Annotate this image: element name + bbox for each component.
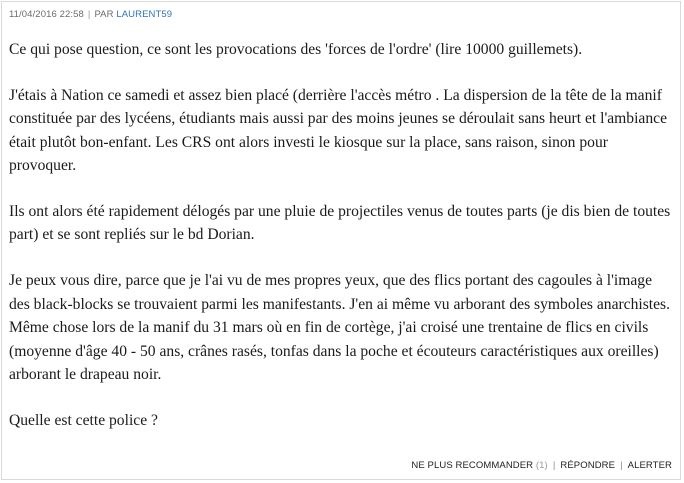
action-separator: | bbox=[552, 460, 556, 471]
comment-meta bbox=[9, 9, 172, 20]
comment-date: 11/04/2016 22:58 bbox=[9, 9, 84, 20]
comment-actions bbox=[411, 460, 672, 471]
comment-body bbox=[9, 38, 673, 432]
by-label: PAR bbox=[94, 9, 114, 20]
comment-paragraph: Je peux vous dire, parce que je l'ai vu de mes propres yeux, que des flics portant des cagoules à l'image des black-blocks se trouvaient parmi les manifestants. J'en ai même vu arborant des symboles anarchistes. Même chose lors de la manif du 31 mars où en fin de cortège, j'ai croisé une trentaine de flics en civils (moyenne d'âge 40 - 50 ans, crânes rasés, tonfas dans la poche et écouteurs caractéristiques aux oreilles) arborant le drapeau noir. bbox=[9, 272, 671, 383]
comment-paragraph: Ils ont alors été rapidement délogés par une pluie de projectiles venus de toutes parts (je dis bien de toutes part) et se sont repliés sur le bd Dorian. bbox=[9, 203, 671, 244]
recommend-count: (1) bbox=[535, 460, 548, 471]
comment-paragraph: Quelle est cette police ? bbox=[9, 411, 158, 429]
comment-card bbox=[1, 1, 681, 480]
meta-separator: | bbox=[87, 9, 91, 20]
author-link[interactable]: LAURENT59 bbox=[116, 9, 173, 20]
comment-paragraph: Ce qui pose question, ce sont les provocations des 'forces de l'ordre' (lire 10000 guillemets). bbox=[9, 41, 583, 58]
action-separator: | bbox=[620, 460, 623, 471]
comment-paragraph: J'étais à Nation ce samedi et assez bien placé (derrière l'accès métro . La dispersion de la tête de la manif constituée par des lycéens, étudiants mais aussi par des moins jeunes se déroulait sans heurt et l'ambiance était plutôt bon-enfant. Les CRS ont alors investi le kiosque sur la place, sans raison, sinon pour provoquer. bbox=[9, 86, 667, 175]
reply-button[interactable]: RÉPONDRE bbox=[560, 460, 616, 471]
unrecommend-label: NE PLUS RECOMMANDER bbox=[411, 460, 534, 471]
report-button[interactable]: ALERTER bbox=[627, 460, 672, 471]
unrecommend-button[interactable] bbox=[411, 460, 547, 471]
